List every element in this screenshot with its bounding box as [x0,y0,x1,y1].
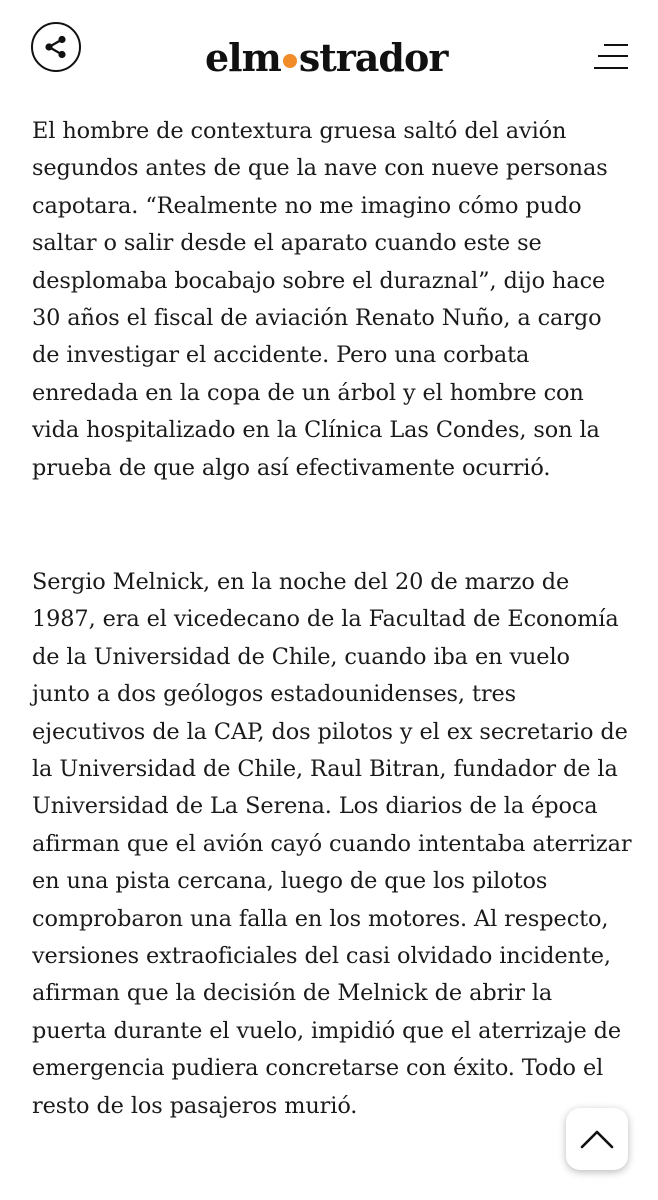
scroll-to-top-button[interactable] [566,1108,628,1170]
hamburger-menu-button[interactable] [594,44,628,70]
article-paragraph-2: Sergio Melnick, en la noche del 20 de marzo de 1987, era el vicedecano de la Facultad de Economía de la Universidad de Chile, cuando iba en vuelo junto a dos geólogos estadounidenses, tres ejecutivos de la CAP, dos pilotos y el ex secretario de la Universidad de Chile, Raul Bitran, fundador de la Universidad de La Serena. Los diarios de la época afirman que el avión cayó cuando intentaba aterrizar en una pista cercana, luego de que los pilotos comprobaron una falla en los motores. Al respecto, versiones extraoficiales del casi olvidado incidente, afirman que la decisión de Melnick de abrir la puerta durante el vuelo, impidió que el aterrizaje de emergencia pudiera concretarse con éxito. Todo el resto de los pasajeros murió. [32,569,632,1119]
menu-line-top [604,44,628,46]
share-button[interactable] [31,22,81,72]
menu-line-middle [598,55,628,57]
logo-prefix: elm [205,35,281,80]
share-icon [43,34,69,60]
chevron-up-icon [580,1129,614,1149]
article-paragraph-1: El hombre de contextura gruesa saltó del avión segundos antes de que la nave con nueve personas capotara. “Realmente no me imagino cómo pudo saltar o salir desde el aparato cuando este se desplomaba bocabajo sobre el duraznal”, dijo hace 30 años el fiscal de aviación Renato Nuño, a cargo de investigar el accidente. Pero una corbata enredada en la copa de un árbol y el hombre con vida hospitalizado en la Clínica Las Condes, son la prueba de que algo así efectivamente ocurrió. [32,118,608,481]
logo-suffix: strador [298,35,448,80]
logo-dot [283,54,297,68]
menu-line-bottom [594,67,628,69]
site-header [0,0,658,110]
site-logo[interactable] [205,36,447,80]
